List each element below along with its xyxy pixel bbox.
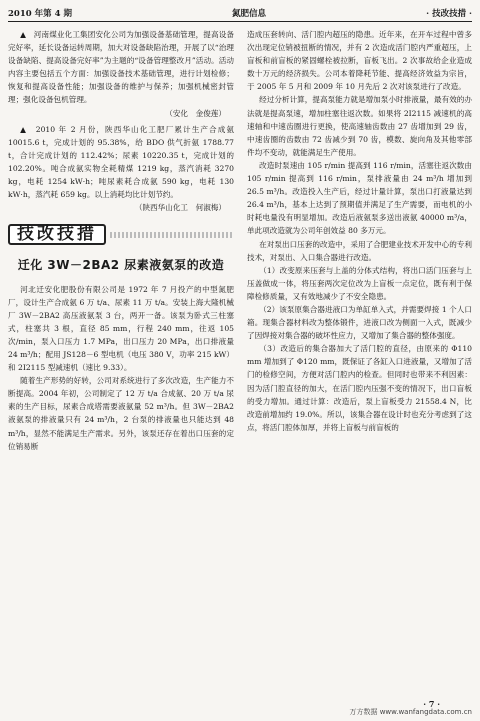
article-paragraph: 经过分析计算，提高泵能力就是增加泵小时排液量，最有效的办法就是提高泵速，增加柱塞往返次数。如果将 2I2115 减速机的高速轴和中速齿圈进行更换，使高速轴齿数由 27 齿增加到 29 齿，中速齿圈的齿数由 72 齿减少到 70 齿，模数、旋向角及其他零部件均不变动，就能满足生产使用。: [247, 95, 472, 157]
header-rule: [8, 21, 472, 22]
watermark: 万方数据 www.wanfangdata.com.cn: [349, 708, 472, 716]
article-paragraph: （2）该泵原集合器进液口为单缸单入式，并需要焊接 1 个人口箱。现集合器材料改为整体锻件，进液口改为侧面一入式，既减少了因焊接对集合器的破坏性应力，又增加了集合器的整体强度。: [247, 304, 472, 341]
article-paragraph: 河北迁安化肥股份有限公司是 1972 年 7 月投产的中型氮肥厂，设计生产合成氨 6 万 t/a、尿素 11 万 t/a。安装上海大隆机械厂 3W－2BA2 高压液氨泵 3 台，两开一备。该泵为卧式三柱塞式，柱塞共 3 根，直径 85 mm，行程 240 mm，往返 105 次/min，泵入口压力 1.7 MPa，出口压力 20 MPa，出口排液量 24 m³/h；配用 JS128－6 型电机（电压 380 V，功率 215 kW）和 2I2115 型减速机（速比 9.33）。: [8, 284, 234, 373]
journal-title: 氮肥信息: [232, 9, 267, 19]
article-paragraph: 在对泵出口压套的改造中，采用了合肥建业技术开发中心的专利技术，对泵出、入口集合器进行改造。: [247, 239, 472, 262]
news-item-2: ▲ 2010 年 2 月份，陕西华山化工肥厂累计生产合成氨 10015.6 t，完成计划的 95.38%，给 BDO 供气折氨 1788.77 t，合计完成计划的 112.42%；尿素 10220.35 t，完成计划的 102.20%。吨合成氨实物全耗精煤 1219 kg，蒸汽消耗 3270 kg，电耗 1254 kW·h；吨尿素耗合成氨 590 kg，电耗 130 kW·h，蒸汽耗 659 kg。以上消耗均比计划节约。: [8, 124, 234, 200]
article-paragraph: （3）改造后的集合器加大了活门腔的直径，由原来的 Φ110 mm 增加到了 Φ120 mm，既保证了各缸入口进液量，又增加了活门的检修空间，方便对活门腔内的检查。但同时也带来不利因素：因为活门腔直径的加大，在活门腔内压强不变的情况下，出口盲板的受力增加。通过计算：改造后，泵上盲板受力 21558.4 N，比改造前增加约 19.0%。所以，该集合器在设计时也充分考虑到了这点，将活门腔体加厚，并将上盲板与前盲板的: [247, 344, 472, 432]
left-column: [8, 28, 234, 453]
right-column: [247, 28, 472, 434]
article-paragraph: 随着生产形势的好转，公司对系统进行了多次改造，生产能力不断提高。2004 年初，公司制定了 12 万 t/a 合成氨、20 万 t/a 尿素的生产目标，尿素合成塔需要液氨量 52 m³/h。但 3W－2BA2 液氨泵的排液量只有 24 m³/h，2 台泵的排液量也只能达到 48 m³/h，显然不能满足生产需求。另外，该泵还存在着出口压套的定位销易断: [8, 376, 234, 451]
page-number: · 7 ·: [423, 699, 440, 709]
article-paragraph: 改造时泵速由 105 r/min 提高到 116 r/min，活塞往返次数由 105 r/min 提高到 116 r/min，泵排液量由 24 m³/h 增加到 26.5 m³/h。改造投入生产后，经过计量计算，泵出口打液量达到 26.4 m³/h，基本上达到了预期值并满足了生产需要，而电机的小时耗电量没有明显增加。改造后液氨泵多送出液氨 40000 m³/a，单此项改造就为公司年创效益 80 多万元。: [247, 160, 472, 236]
article-paragraph: （1）改变原来压套与上盖的分体式结构，将出口活门压套与上压盖做成一体，将压套两次定位改为上盲板一点定位，既有利于保障检修质量，又有效地减少了不安全隐患。: [247, 265, 472, 301]
article-paragraph: 造成压套转向、活门腔内超压的隐患。近年来，在开车过程中曾多次出现定位销被扭断的情况，并有 2 次造成活门腔内严重超压，上盲板和前盲板的紧固螺栓被拉断，盲板飞出。2 次事故给企业造成数十万元的经济损失。公司本着降耗节能、提高经济效益为宗旨，于 2005 年 5 月和 2009 年 10 月先后 2 次对该泵进行了改造。: [247, 30, 472, 92]
issue-label: 2010 年第 4 期: [8, 9, 72, 19]
news-item-1-signature: （安化 金俊莲）: [165, 108, 226, 118]
news-item-2-signature: （陕西华山化工 何淑梅）: [134, 203, 226, 213]
news-item-1: ▲ 河南煤业化工集团安化公司为加强设备基础管理，提高设备完好率，延长设备运转周期，加大对设备缺陷治理，开展了以“治理设备缺陷、提高设备完好率”为主题的“设备管理整改月”活动。活动内容主要包括五个方面：加强设备技术基础管理，进行计划检修；恢复和提高设备性能；加强设备的维护与保养；加强机械密封管理；强化设备包机管理。: [8, 30, 234, 105]
article-title: 迁化 3W－2BA2 尿素液氨泵的改造: [17, 258, 225, 273]
page-header: [8, 6, 472, 20]
section-banner-title: 技改技措: [8, 224, 106, 245]
section-label: · 技改技措 ·: [426, 9, 472, 19]
section-banner: [8, 224, 234, 245]
banner-divider: [110, 232, 234, 238]
